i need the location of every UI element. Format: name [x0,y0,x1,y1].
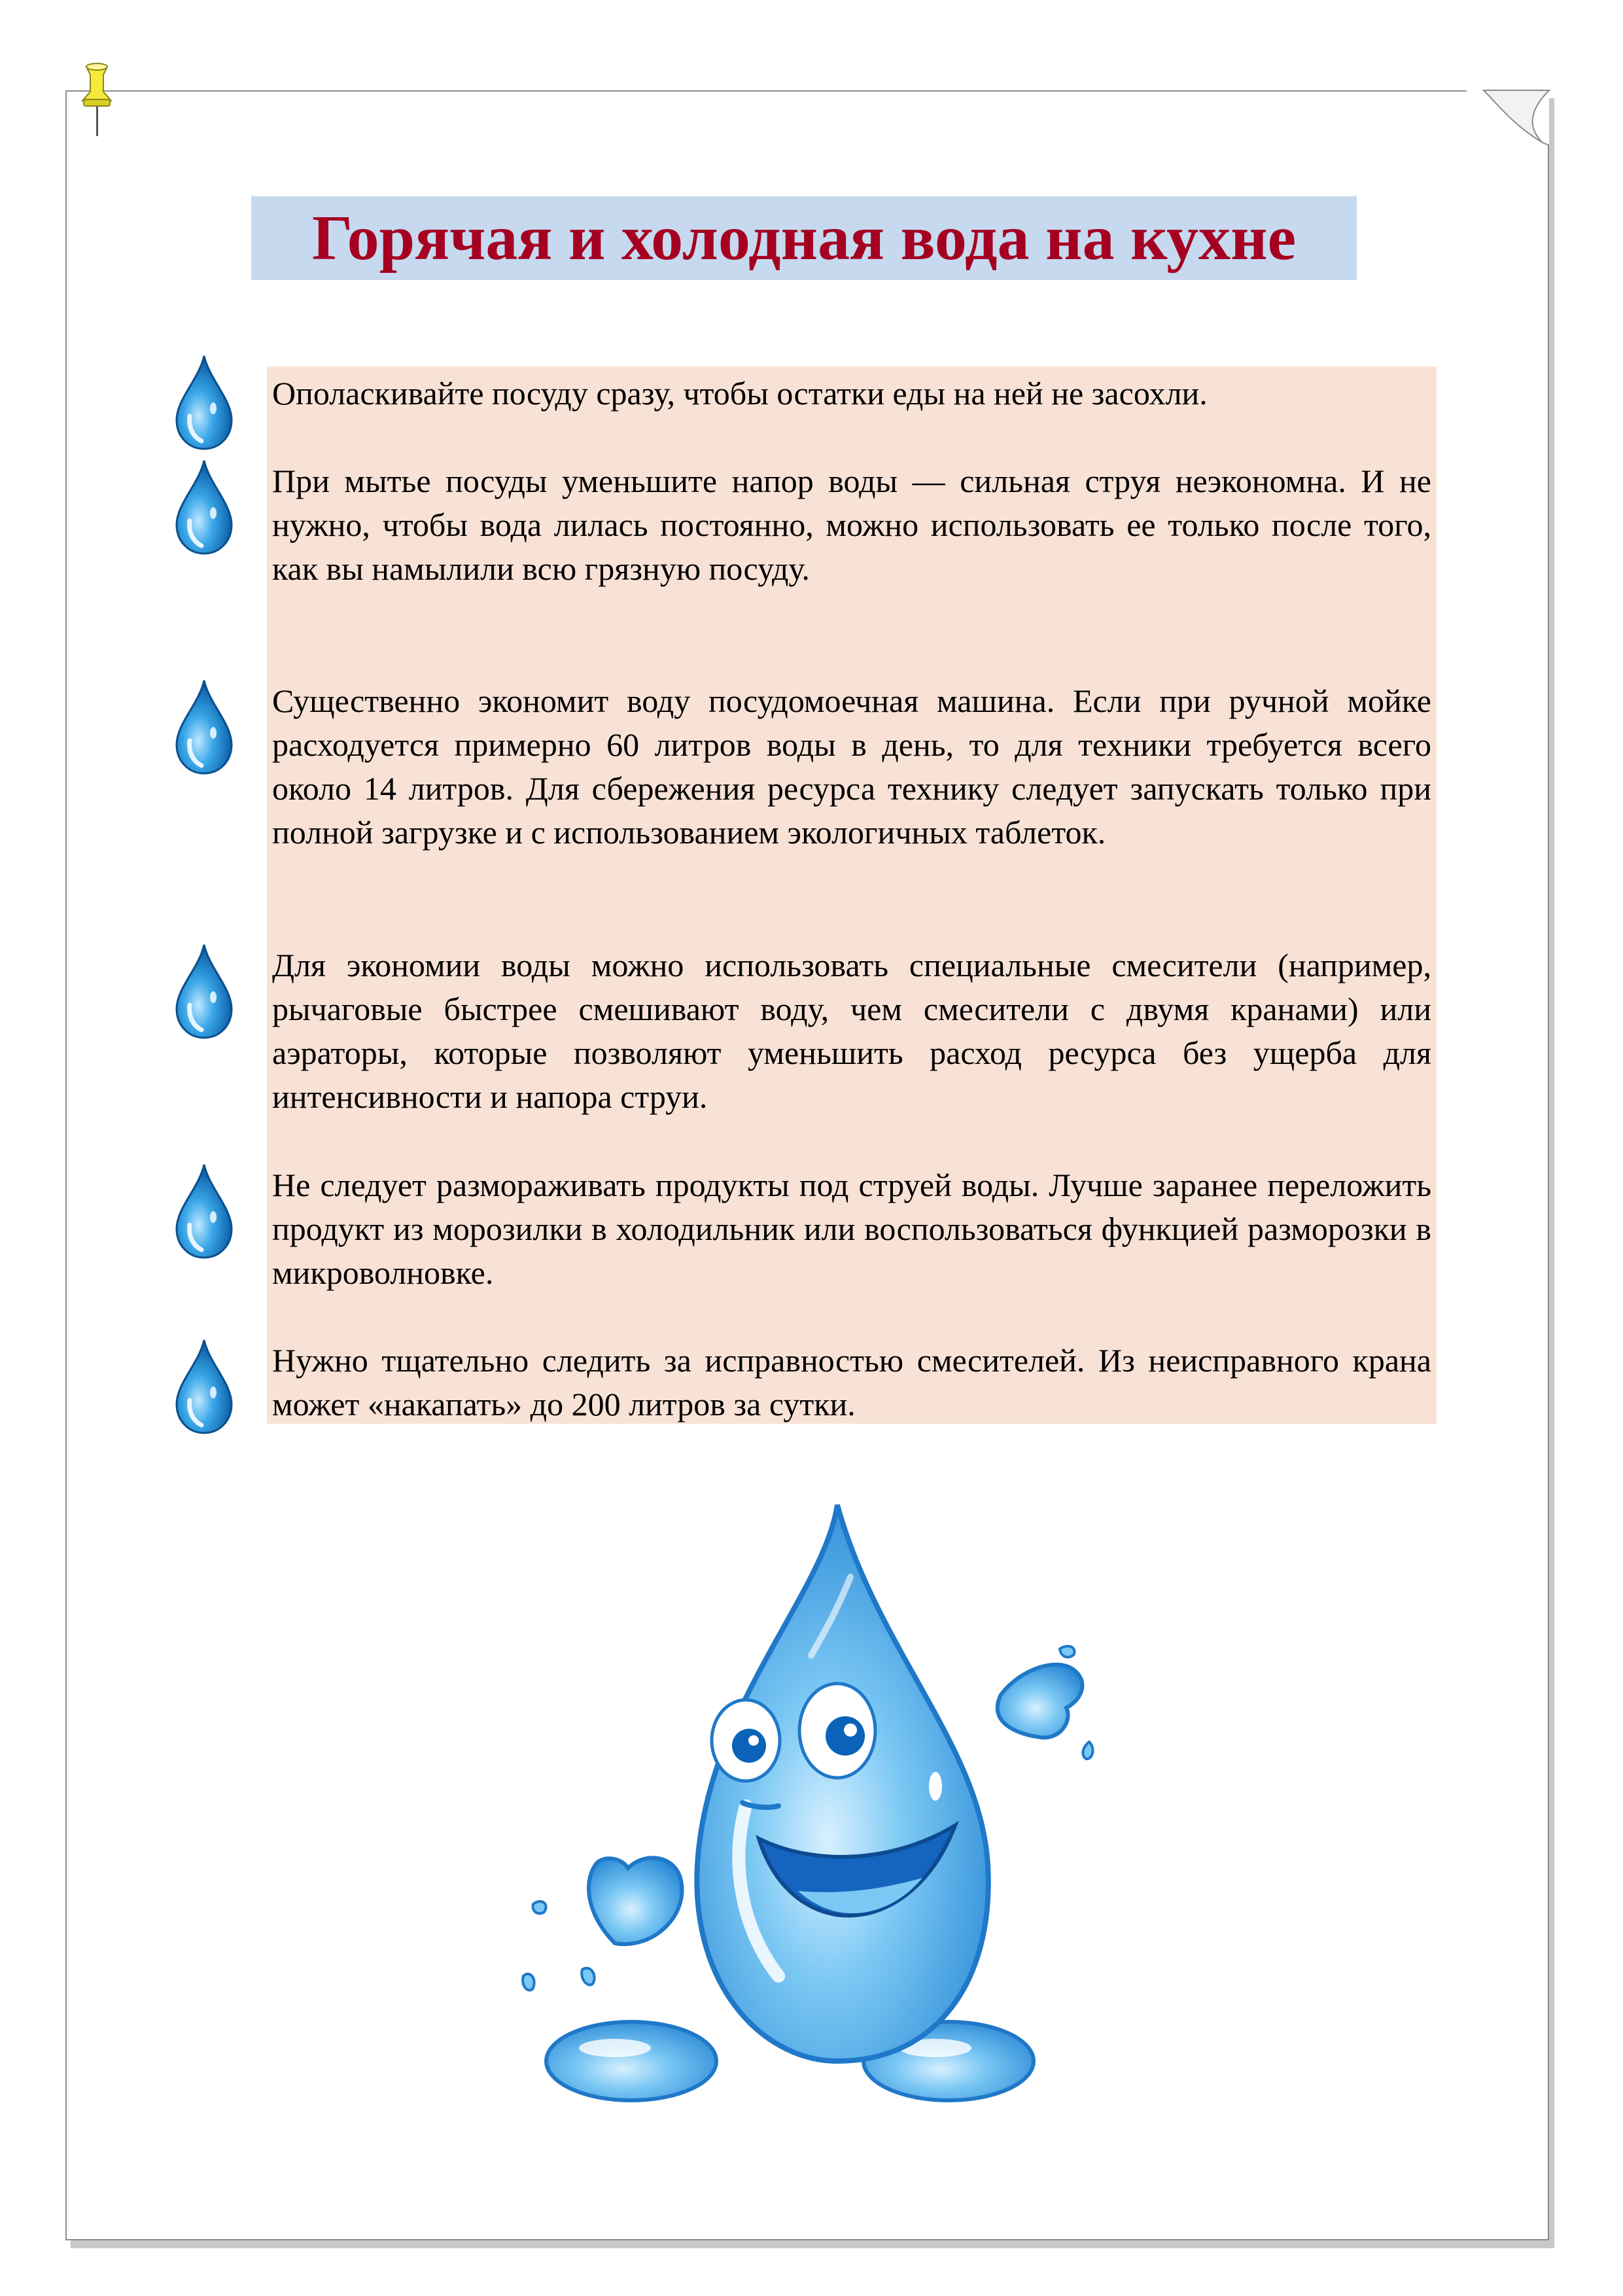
water-drop-icon [171,1162,237,1260]
water-drop-icon [171,678,237,776]
pushpin-icon [77,60,116,139]
title-highlight [251,196,1357,280]
tip-text: При мытье посуды уменьшите напор воды — сильная струя неэкономна. И не нужно, чтобы вода лилась постоянно, можно использовать ее только после того, как вы намылили всю грязную посуду. [272,463,1431,587]
tip-text: Существенно экономит воду посудомоечная машина. Если при ручной мойке расходуется примерно 60 литров воды в день, то для техники требуется всего около 14 литров. Для сбережения ресурса технику следует запускать только при полной загрузке и с использованием экологичных таблеток. [272,682,1431,851]
tip-text: Для экономии воды можно использовать специальные смесители (например, рычаговые быстрее смешивают воду, чем смесители с двумя кранами) или аэраторы, которые позволяют уменьшить расход ресурса без ущерба для интенсивности и напора струи. [272,947,1431,1115]
water-drop-icon [171,353,237,451]
tip-text: Ополаскивайте посуду сразу, чтобы остатки еды на ней не засохли. [272,375,1208,412]
tip-text: Нужно тщательно следить за исправностью смесителей. Из неисправного крана может «накапать» до 200 литров за сутки. [272,1342,1431,1422]
water-drop-icon [171,458,237,556]
water-drop-mascot [484,1498,1145,2120]
tip-text: Не следует размораживать продукты под струей воды. Лучше заранее переложить продукт из морозилки в холодильник или воспользоваться функцией разморозки в микроволновке. [272,1167,1431,1291]
page-title: Горячая и холодная вода на кухне [311,203,1297,274]
water-drop-icon [171,1337,237,1436]
page-corner-fold [1465,85,1557,150]
water-drop-icon [171,942,237,1040]
